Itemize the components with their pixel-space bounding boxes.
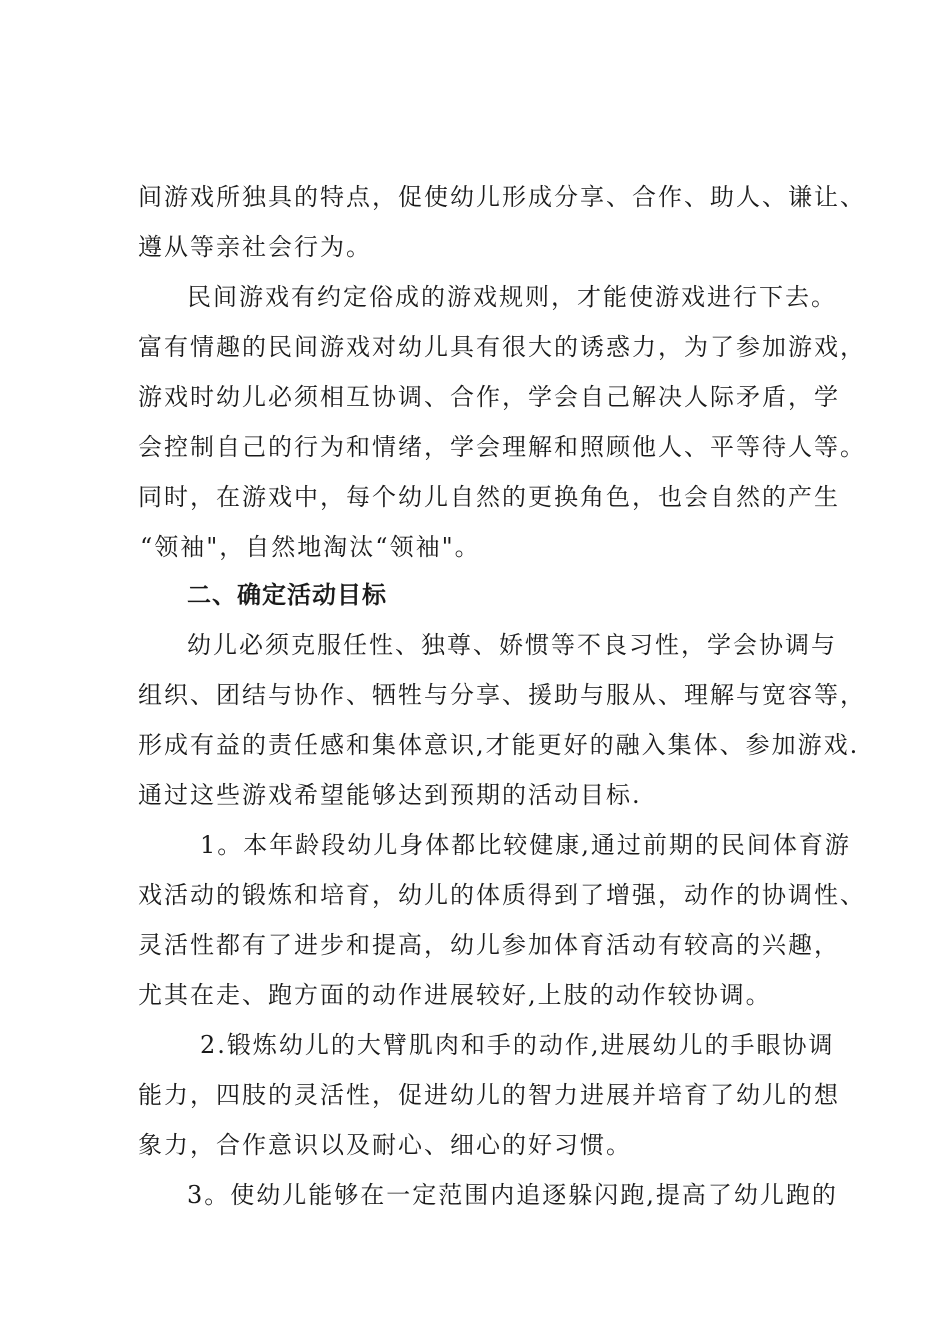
paragraph-first-line: 民间游戏有约定俗成的游戏规则，才能使游戏进行下去。: [187, 283, 837, 311]
text-line: 同时，在游戏中，每个幼儿自然的更换角色，也会自然的产生: [138, 483, 840, 511]
text-line: 富有情趣的民间游戏对幼儿具有很大的诱惑力，为了参加游戏，: [138, 333, 866, 361]
text-line: 尤其在走、跑方面的动作进展较好,上肢的动作较协调。: [138, 981, 772, 1009]
text-line: 组织、团结与协作、牺牲与分享、援助与服从、理解与宽容等，: [138, 681, 866, 709]
text-line: 象力，合作意识以及耐心、细心的好习惯。: [138, 1131, 632, 1159]
text-line: 会控制自己的行为和情绪，学会理解和照顾他人、平等待人等。: [138, 433, 866, 461]
list-item-first-line: 2.锻炼幼儿的大臂肌肉和手的动作,进展幼儿的手眼协调: [200, 1031, 835, 1059]
text-line: 游戏时幼儿必须相互协调、合作，学会自己解决人际矛盾，学: [138, 383, 840, 411]
list-item-first-line: 3。使幼儿能够在一定范围内追逐躲闪跑,提高了幼儿跑的: [187, 1181, 838, 1209]
section-heading: 二、确定活动目标: [187, 581, 387, 609]
text-line: 戏活动的锻炼和培育，幼儿的体质得到了增强，动作的协调性、: [138, 881, 866, 909]
paragraph-first-line: 幼儿必须克服任性、独尊、娇惯等不良习性，学会协调与: [187, 631, 837, 659]
text-line: 通过这些游戏希望能够达到预期的活动目标.: [138, 781, 642, 809]
list-item-first-line: 1。本年龄段幼儿身体都比较健康,通过前期的民间体育游: [200, 831, 851, 859]
text-line: “领袖"，自然地淘汰“领袖"。: [140, 533, 481, 561]
text-line: 灵活性都有了进步和提高，幼儿参加体育活动有较高的兴趣，: [138, 931, 840, 959]
text-line: 遵从等亲社会行为。: [138, 233, 372, 261]
text-line: 能力，四肢的灵活性，促进幼儿的智力进展并培育了幼儿的想: [138, 1081, 840, 1109]
text-line: 形成有益的责任感和集体意识,才能更好的融入集体、参加游戏.: [138, 731, 860, 759]
text-line: 间游戏所独具的特点，促使幼儿形成分享、合作、助人、谦让、: [138, 183, 866, 211]
